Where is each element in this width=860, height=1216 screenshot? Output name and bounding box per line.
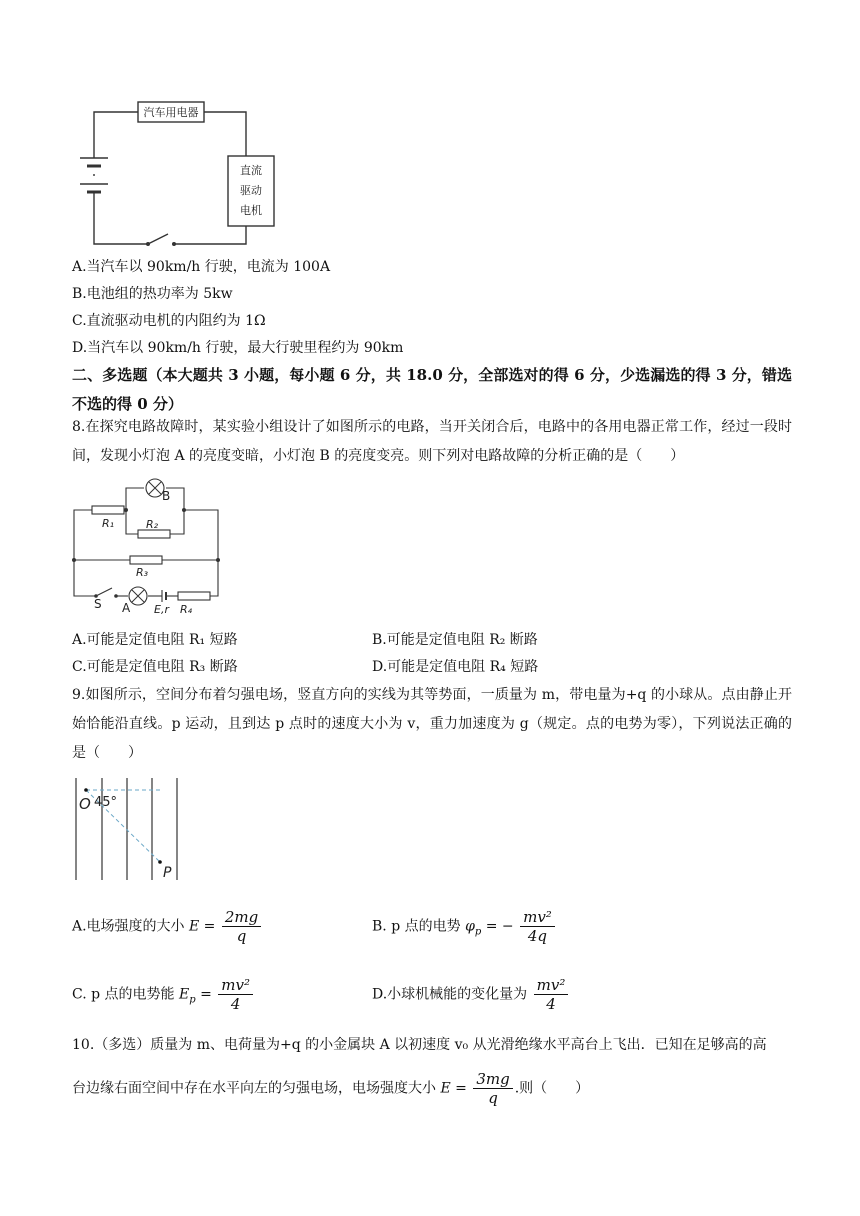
motor-label-3: 电机: [240, 204, 262, 217]
q10-stem-line-1: 10.（多选）质量为 m、电荷量为+q 的小金属块 A 以初速度 v₀ 从光滑绝缘水平高台上飞出．已知在足够高的高: [72, 1037, 767, 1053]
label-r2: R₂: [146, 518, 159, 531]
q9-option-d-text: D.小球机械能的变化量为: [372, 986, 528, 1003]
label-lamp-a: A: [122, 601, 131, 615]
q7-option-d: D.当汽车以 90km/h 行驶，最大行驶里程约为 90km: [72, 340, 404, 356]
q9-option-b-denominator: 4q: [527, 927, 548, 945]
q9-option-b-lhs: φ: [465, 918, 475, 935]
q8-option-b: B.可能是定值电阻 R₂ 断路: [372, 632, 538, 648]
section-heading: 二、多选题（本大题共 3 小题，每小题 6 分，共 18.0 分，全部选对的得 6 分，少选漏选的得 3 分，错选不选的得 0 分）: [72, 366, 792, 413]
q9-option-a-fraction: [222, 908, 261, 945]
q9-stem: 9.如图所示，空间分布着匀强电场，竖直方向的实线为其等势面，一质量为 m，带电量为+q 的小球从。点由静止开始恰能沿直线。p 运动，且到达 p 点时的速度大小为 v，重力加速度为 g（规定。点的电势为零），下列说法正确的是（ ）: [72, 687, 792, 761]
q9-option-c-lhs: E: [178, 986, 190, 1003]
q9-option-b-eq: = −: [481, 918, 514, 935]
q9-option-c-eq: =: [195, 986, 212, 1003]
appliance-label: 汽车用电器: [143, 106, 199, 119]
q8-circuit-diagram: [68, 476, 228, 618]
q10-stem-text: 台边缘右面空间中存在水平向左的匀强电场，电场强度大小: [72, 1080, 436, 1097]
q9-option-d-numerator: mv²: [534, 976, 569, 995]
q9-option-c-sub: p: [189, 994, 196, 1006]
label-o: O: [79, 795, 91, 813]
q10-denominator: q: [488, 1089, 498, 1107]
q9-option-b: [372, 908, 557, 945]
q9-option-a: [72, 908, 263, 945]
q10-fraction: [473, 1070, 512, 1107]
q9-option-b-numerator: mv²: [520, 908, 555, 927]
q9-option-b-sub: p: [474, 926, 482, 938]
q8-option-a: A.可能是定值电阻 R₁ 短路: [72, 632, 238, 648]
q9-option-c-fraction: [218, 976, 253, 1013]
q10-numerator: 3mg: [473, 1070, 512, 1089]
car-circuit-diagram: [70, 92, 290, 252]
q9-option-d: [372, 976, 570, 1013]
q9-option-b-text: B. p 点的电势: [372, 918, 461, 935]
q10-stem-line-2: [72, 1070, 589, 1107]
q10-lhs: E =: [440, 1080, 467, 1097]
q9-option-d-fraction: [534, 976, 569, 1013]
label-r4: R₄: [180, 603, 193, 616]
label-switch-s: S: [94, 597, 102, 611]
q9-field-diagram: [68, 776, 188, 886]
q9-option-a-text: A.电场强度的大小: [72, 918, 185, 935]
label-r3: R₃: [136, 566, 149, 579]
q9-option-c-denominator: 4: [230, 995, 241, 1013]
q7-option-a: A.当汽车以 90km/h 行驶，电流为 100A: [72, 259, 331, 275]
motor-label-2: 驱动: [240, 184, 262, 197]
q8-option-c: C.可能是定值电阻 R₃ 断路: [72, 659, 238, 675]
label-lamp-b: B: [162, 489, 171, 503]
q8-stem: 8.在探究电路故障时，某实验小组设计了如图所示的电路，当开关闭合后，电路中的各用电器正常工作，经过一段时间，发现小灯泡 A 的亮度变暗，小灯泡 B 的亮度变亮。则下列对电路故障的分析正确的是（ ）: [72, 419, 792, 464]
q9-option-a-denominator: q: [236, 927, 247, 945]
label-r1: R₁: [102, 517, 115, 530]
q9-option-c-text: C. p 点的电势能: [72, 986, 175, 1003]
label-angle: 45°: [94, 795, 118, 810]
label-p: P: [163, 865, 172, 881]
q7-option-b: B.电池组的热功率为 5kw: [72, 286, 233, 302]
q9-option-c-numerator: mv²: [218, 976, 253, 995]
q10-tail: .则（ ）: [514, 1080, 590, 1097]
q9-option-c: [72, 976, 255, 1013]
q8-option-d: D.可能是定值电阻 R₄ 短路: [372, 659, 539, 675]
q9-option-a-lhs: E =: [189, 918, 216, 935]
q9-option-b-fraction: [520, 908, 555, 945]
q9-option-a-numerator: 2mg: [222, 908, 261, 927]
label-er: E,r: [154, 603, 169, 616]
motor-label-1: 直流: [240, 164, 262, 177]
q9-option-d-denominator: 4: [546, 995, 556, 1013]
q7-option-c: C.直流驱动电机的内阻约为 1Ω: [72, 313, 266, 329]
